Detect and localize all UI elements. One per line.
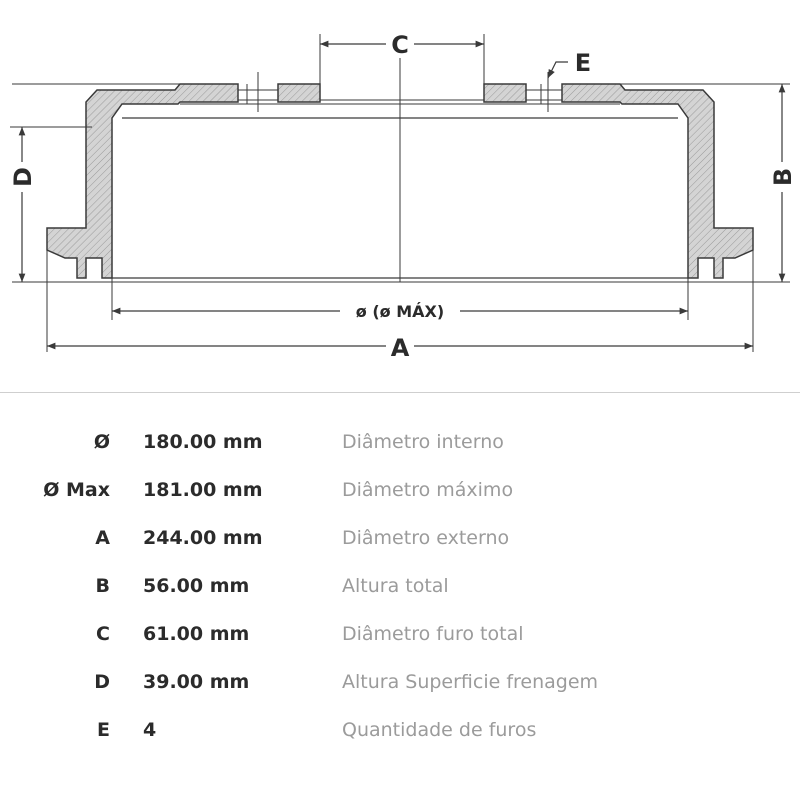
drum-section-right: [562, 84, 753, 278]
brake-drum-technical-drawing: [0, 0, 800, 390]
spec-row-diameter: [0, 418, 800, 466]
spec-row-b: [0, 562, 800, 610]
label-e: E: [574, 49, 592, 77]
spec-description: Diâmetro furo total: [342, 623, 524, 645]
spec-value: 56.00 mm: [143, 575, 250, 597]
spec-symbol: D: [94, 671, 110, 693]
spec-value: 61.00 mm: [143, 623, 250, 645]
label-c: C: [391, 31, 409, 59]
hub-segment-right: [484, 84, 526, 102]
spec-symbol: E: [97, 719, 110, 741]
label-a: A: [390, 334, 410, 362]
spec-symbol: C: [96, 623, 110, 645]
spec-value: 244.00 mm: [143, 527, 263, 549]
label-d: D: [9, 167, 37, 187]
spec-description: Diâmetro externo: [342, 527, 510, 549]
dim-e-leader: [548, 62, 568, 78]
spec-description: Altura total: [342, 575, 449, 597]
spec-symbol: Ø Max: [43, 479, 110, 501]
spec-description: Diâmetro interno: [342, 431, 504, 453]
spec-description: Altura Superficie frenagem: [342, 671, 599, 693]
spec-symbol: B: [95, 575, 110, 597]
drum-section-left: [47, 84, 238, 278]
spec-symbol: A: [95, 527, 110, 549]
hub-inner-right: [526, 90, 562, 100]
spec-symbol: Ø: [93, 431, 110, 453]
spec-value: 181.00 mm: [143, 479, 263, 501]
spec-description: Diâmetro máximo: [342, 479, 514, 501]
spec-value: 4: [143, 719, 157, 741]
section-divider: [0, 392, 800, 393]
label-diameter-max: ø (ø MÁX): [355, 302, 445, 321]
label-b: B: [769, 167, 797, 187]
spec-value: 39.00 mm: [143, 671, 250, 693]
spec-row-c: [0, 610, 800, 658]
spec-row-diameter-max: [0, 466, 800, 514]
spec-row-d: [0, 658, 800, 706]
spec-description: Quantidade de furos: [342, 719, 537, 741]
spec-row-a: [0, 514, 800, 562]
spec-row-e: [0, 706, 800, 754]
hub-segment-left: [278, 84, 320, 102]
spec-value: 180.00 mm: [143, 431, 263, 453]
